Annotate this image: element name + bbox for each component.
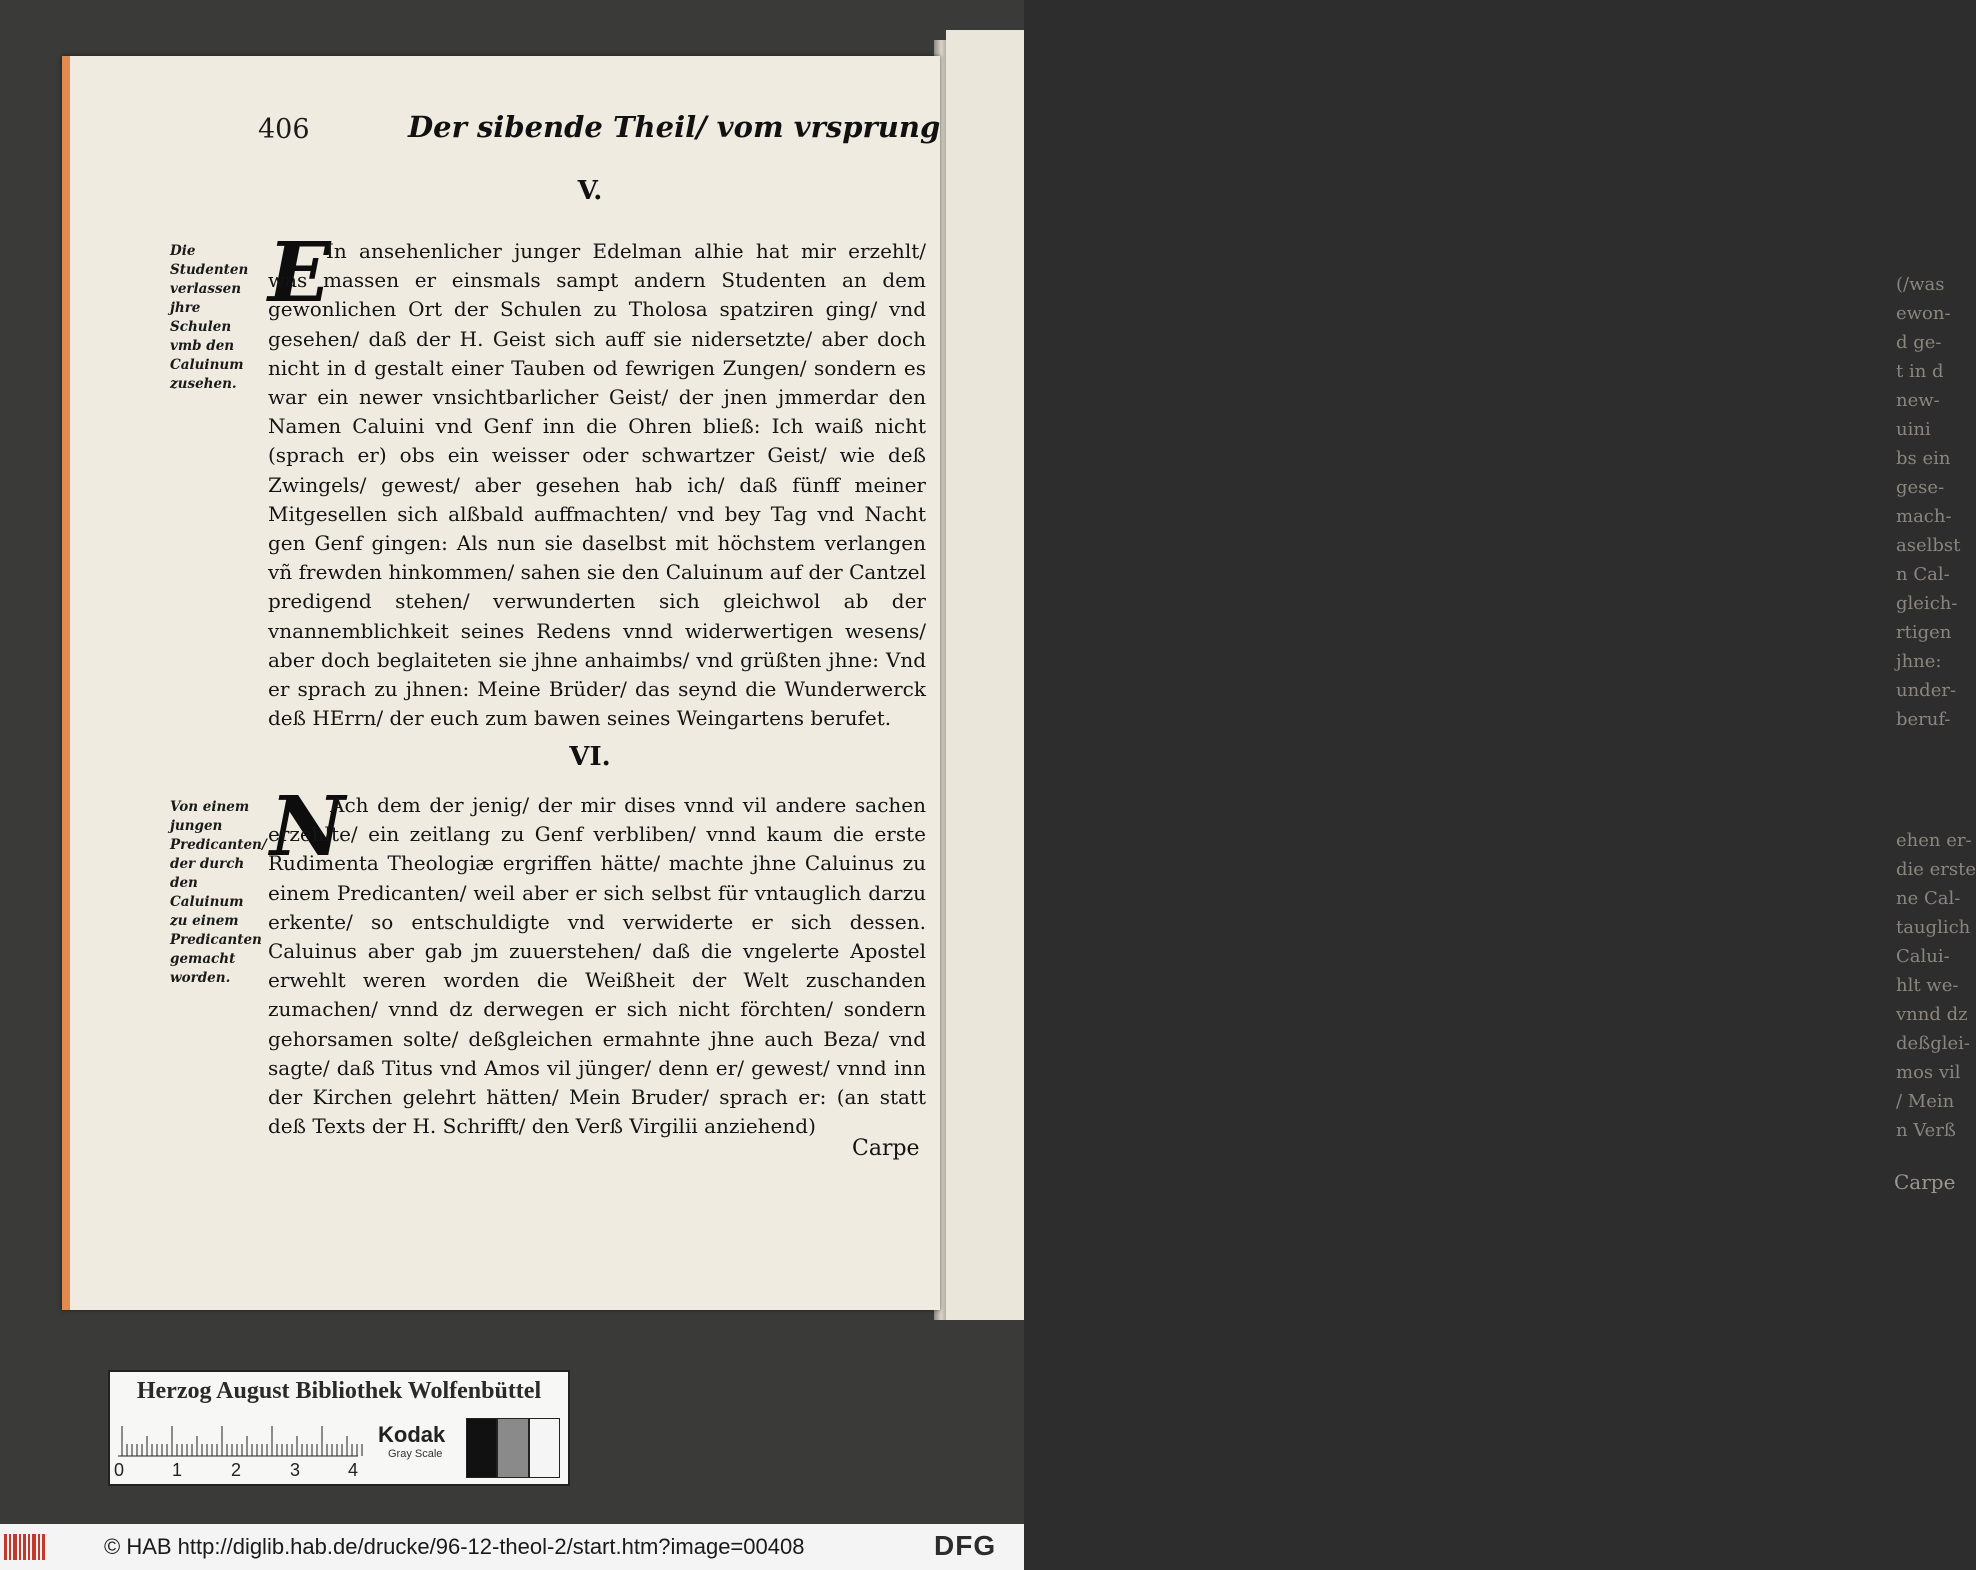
drop-cap-initial: N [270,779,345,875]
next-page-line: rtigen [1896,622,1952,643]
next-page-line: under- [1896,680,1957,701]
drop-cap-initial: E [268,225,331,321]
gray-swatch [529,1418,560,1478]
gray-swatch [497,1418,528,1478]
next-page-line: gese- [1896,477,1945,498]
next-page-line: / Mein [1896,1091,1955,1112]
next-page-line: ewon- [1896,303,1951,324]
copyright-url[interactable]: © HAB http://diglib.hab.de/drucke/96-12-theol-2/start.htm?image=00408 [104,1534,805,1559]
gray-swatch [466,1418,497,1478]
next-page-line: uini [1896,419,1931,440]
paragraph-vi: Ach dem der jenig/ der mir dises vnnd vil andere sachen erzehlte/ ein zeitlang zu Genf verbliben/ vnnd kaum die erste Rudimenta Theologiæ ergriffen hätte/ machte jhne Caluinus zu einem Predicanten/ weil aber er sich selbst für vntauglich darzu erkente/ so entschuldigte vnd verwiderte er sich dessen. Caluinus aber gab jm zuuerstehen/ daß die vngelerte Apostel erwehlt weren worden die Weißheit der Welt zuschanden zumachen/ vnnd dz derwegen er sich nicht förchten/ sondern gehorsamen solte/ deßgleichen ermahnte jhne auch Beza/ vnd sagte/ daß Titus vnd Amos vil jünger/ denn er/ gewest/ vnnd inn der Kirchen gelehrt hätten/ Mein Bruder/ sprach er: (an statt deß Texts der H. Schrifft/ den Verß Virgilii anziehend) [268,793,926,1139]
next-page-line: deßglei- [1896,1033,1970,1054]
next-page-line: n Cal- [1896,564,1950,585]
gray-scale-label: Gray Scale [388,1448,443,1460]
next-page-line: gleich- [1896,593,1958,614]
paragraph-v: In ansehenlicher junger Edelman alhie hat mir erzehlt/ was massen er einsmals sampt andern Studenten an dem gewonlichen Ort der Schulen zu Tholosa spatziren ging/ vnd gesehen/ daß der H. Geist sich auff sie nidersetzte/ aber doch nicht in d gestalt einer Tauben od fewrigen Zungen/ sondern es war ein newer vnsichtbarlicher Geist/ der jnen jmmerdar den Namen Caluini vnd Genf inn die Ohren bließ: Ich waiß nicht (sprach er) obs ein weisser oder schwartzer Geist/ wie deß Zwingels/ gewest/ aber gesehen hab ich/ daß fünff meiner Mitgesellen sich alßbald auffmachten/ vnd bey Tag vnd Nacht gen Genf gingen: Als nun sie daselbst mit höchstem verlangen vñ frewden hinkommen/ sahen sie den Caluinum auf der Cantzel predigend stehen/ verwunderten sich gleichwol ab der vnannemblichkeit seines Redens vnnd widerwertigen wesens/ aber doch beglaiteten sie jhne anhaimbs/ vnd grüßten jhne: Vnd er sprach zu jhnen: Meine Brüder/ das seynd die Wunderwerck deß HErrn/ der euch zum bawen seines Weingartens berufet. [268,239,926,731]
gray-swatches [466,1418,560,1476]
next-page-line: jhne: [1896,651,1942,672]
next-page-line: d ge- [1896,332,1942,353]
next-page-line: mach- [1896,506,1952,527]
next-page-line: mos vil [1896,1062,1961,1083]
next-page-line: die erste [1896,859,1976,880]
next-page-line: tauglich [1896,917,1971,938]
book-page [62,56,940,1310]
next-page-line: aselbst [1896,535,1961,556]
next-page-line: ehen er- [1896,830,1972,851]
ruler-label: 2 [231,1460,242,1480]
next-page-edge [946,30,1976,1320]
next-page-line: bs ein [1896,448,1951,469]
next-page-text-top [1896,270,1970,734]
barcode-icon [4,1532,46,1562]
running-head: Der sibende Theil/ vom vrsprung [408,110,941,144]
next-page-line: Calui- [1896,946,1950,967]
dfg-logo: DFG [934,1530,997,1561]
catchword: Carpe [852,1136,920,1161]
library-name: Herzog August Bibliothek Wolfenbüttel [136,1378,542,1404]
next-page-line: t in d [1896,361,1944,382]
next-page-catchword: Carpe [1894,1170,1956,1194]
ruler-label: 3 [290,1460,301,1480]
next-page-line: beruf- [1896,709,1951,730]
color-target-card [108,1370,570,1486]
ruler-label: 1 [172,1460,183,1480]
footer-bar [0,1524,1024,1570]
next-page-line: hlt we- [1896,975,1959,996]
next-page-line: vnnd dz [1896,1004,1968,1025]
kodak-brand: Kodak [378,1422,446,1447]
ruler-label: 4 [348,1460,359,1480]
ruler-label: 0 [114,1460,125,1480]
marginal-note-v: Die Studenten verlassen jhre Schulen vmb den Caluinum zusehen. [170,243,249,392]
ruler-labels [114,1460,374,1482]
next-page-line: ne Cal- [1896,888,1961,909]
next-page-text-bottom [1896,826,1976,1145]
next-page-line: new- [1896,390,1940,411]
section-heading-v: V. [577,176,603,206]
next-page-line: (/was [1896,274,1945,295]
marginal-note-vi: Von einem jungen Predicanten/ der durch den Caluinum zu einem Predicanten gemacht worden. [170,799,267,986]
page-number: 406 [258,114,310,145]
next-page-line: n Verß [1896,1120,1956,1141]
section-heading-vi: VI. [569,742,611,772]
page-header [258,110,941,150]
